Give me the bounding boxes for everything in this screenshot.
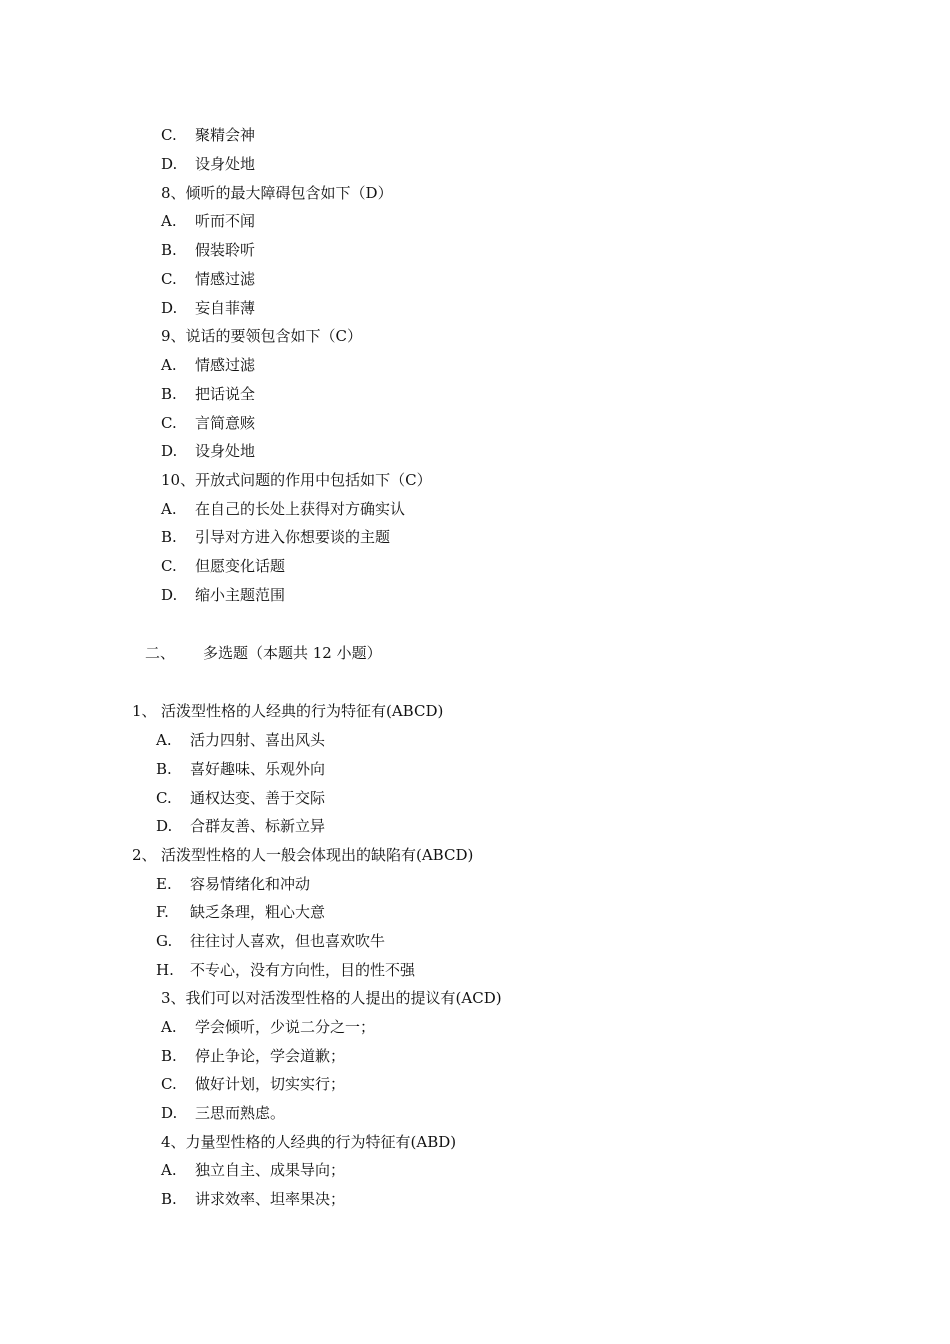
option-text: 引导对方进入你想要谈的主题 xyxy=(195,528,391,546)
option-letter: G. xyxy=(156,932,173,950)
list-item xyxy=(161,1074,345,1094)
option-text: 缺乏条理，粗心大意 xyxy=(190,903,326,921)
list-item xyxy=(161,556,285,576)
list-item xyxy=(161,125,255,145)
option-text: 三思而熟虑。 xyxy=(195,1104,286,1122)
section-title: 多选题（本题共 12 小题） xyxy=(203,644,382,662)
option-letter: C. xyxy=(161,126,177,144)
option-text: 假装聆听 xyxy=(195,241,256,259)
option-letter: D. xyxy=(156,817,173,835)
option-text: 不专心，没有方向性，目的性不强 xyxy=(190,961,416,979)
option-text: 在自己的长处上获得对方确实认 xyxy=(195,500,406,518)
option-text: 聚精会神 xyxy=(195,126,256,144)
list-item xyxy=(161,211,255,231)
option-letter: C. xyxy=(156,789,172,807)
question-text: 活泼型性格的人经典的行为特征有(ABCD) xyxy=(161,702,444,720)
list-item xyxy=(161,585,285,605)
option-letter: A. xyxy=(161,1018,177,1036)
list-item xyxy=(161,384,255,404)
option-text: 活力四射、喜出风头 xyxy=(190,731,326,749)
question-stem: 4、力量型性格的人经典的行为特征有(ABD) xyxy=(161,1133,457,1151)
option-letter: B. xyxy=(161,385,177,403)
question-stem: 10、开放式问题的作用中包括如下（C） xyxy=(161,471,432,489)
option-letter: D. xyxy=(161,155,178,173)
question-stem: 8、倾听的最大障碍包含如下（D） xyxy=(161,184,393,202)
option-letter: E. xyxy=(156,875,172,893)
option-text: 往往讨人喜欢，但也喜欢吹牛 xyxy=(190,932,386,950)
option-text: 听而不闻 xyxy=(195,212,256,230)
list-item xyxy=(156,788,325,808)
option-text: 喜好趣味、乐观外向 xyxy=(190,760,326,778)
option-letter: B. xyxy=(161,1047,177,1065)
option-letter: D. xyxy=(161,299,178,317)
option-letter: A. xyxy=(161,500,177,518)
list-item xyxy=(161,413,255,433)
option-text: 停止争论，学会道歉； xyxy=(195,1047,346,1065)
option-letter: D. xyxy=(161,1104,178,1122)
list-item xyxy=(161,269,255,289)
list-item xyxy=(161,298,255,318)
option-letter: B. xyxy=(161,241,177,259)
list-item xyxy=(161,1017,375,1037)
option-text: 情感过滤 xyxy=(195,356,256,374)
option-letter: A. xyxy=(156,731,172,749)
option-letter: A. xyxy=(161,212,177,230)
question-stem: 3、我们可以对活泼型性格的人提出的提议有(ACD) xyxy=(161,989,502,1007)
option-text: 独立自主、成果导向； xyxy=(195,1161,346,1179)
list-item xyxy=(161,240,255,260)
list-item xyxy=(161,1189,345,1209)
option-letter: C. xyxy=(161,414,177,432)
question-stem xyxy=(132,701,443,721)
list-item xyxy=(156,874,310,894)
list-item xyxy=(161,527,390,547)
option-letter: D. xyxy=(161,442,178,460)
option-text: 言简意赅 xyxy=(195,414,256,432)
option-letter: H. xyxy=(156,961,174,979)
question-number: 2、 xyxy=(132,846,157,864)
option-text: 情感过滤 xyxy=(195,270,256,288)
list-item xyxy=(161,1046,345,1066)
option-text: 设身处地 xyxy=(195,155,256,173)
list-item xyxy=(156,816,325,836)
option-text: 缩小主题范围 xyxy=(195,586,286,604)
option-letter: D. xyxy=(161,586,178,604)
list-item xyxy=(161,154,255,174)
list-item xyxy=(156,931,385,951)
option-letter: B. xyxy=(161,1190,177,1208)
option-letter: C. xyxy=(161,557,177,575)
option-letter: C. xyxy=(161,1075,177,1093)
option-text: 合群友善、标新立异 xyxy=(190,817,326,835)
option-text: 学会倾听，少说二分之一； xyxy=(195,1018,376,1036)
list-item xyxy=(161,441,255,461)
list-item xyxy=(161,1103,285,1123)
question-stem: 9、说话的要领包含如下（C） xyxy=(161,327,363,345)
option-letter: B. xyxy=(161,528,177,546)
option-letter: C. xyxy=(161,270,177,288)
list-item xyxy=(156,759,325,779)
option-text: 设身处地 xyxy=(195,442,256,460)
list-item xyxy=(161,499,405,519)
option-text: 讲求效率、坦率果决； xyxy=(195,1190,346,1208)
option-text: 容易情绪化和冲动 xyxy=(190,875,311,893)
option-text: 通权达变、善于交际 xyxy=(190,789,326,807)
section-heading xyxy=(145,643,382,663)
list-item xyxy=(161,355,255,375)
option-letter: A. xyxy=(161,1161,177,1179)
option-letter: B. xyxy=(156,760,172,778)
list-item xyxy=(161,1160,345,1180)
list-item xyxy=(156,902,325,922)
list-item xyxy=(156,960,415,980)
option-letter: A. xyxy=(161,356,177,374)
option-text: 做好计划，切实实行； xyxy=(195,1075,346,1093)
list-item xyxy=(156,730,325,750)
option-text: 但愿变化话题 xyxy=(195,557,286,575)
section-number: 二、 xyxy=(145,644,176,662)
question-stem xyxy=(132,845,473,865)
question-number: 1、 xyxy=(132,702,157,720)
option-text: 把话说全 xyxy=(195,385,256,403)
question-text: 活泼型性格的人一般会体现出的缺陷有(ABCD) xyxy=(161,846,474,864)
option-text: 妄自菲薄 xyxy=(195,299,256,317)
option-letter: F. xyxy=(156,903,169,921)
